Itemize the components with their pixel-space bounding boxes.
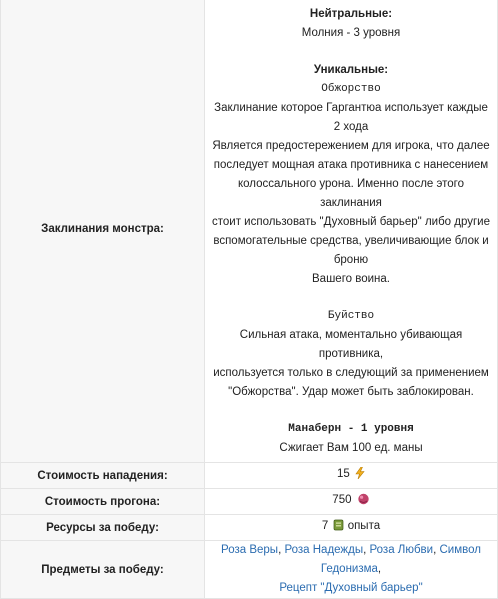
spells-label: Заклинания монстра: [1, 0, 205, 463]
run-cost-number: 750 [332, 494, 352, 506]
items-value: Роза Веры, Роза Надежды, Роза Любви, Символ Гедонизма, Рецепт "Духовный барьер" [205, 541, 498, 599]
spell-name-gluttony: Обжорство [321, 83, 381, 95]
desc-line: колоссального урона. Именно после этого заклинания [238, 178, 464, 209]
attack-cost-value [205, 463, 498, 489]
items-label: Предметы за победу: [1, 541, 205, 599]
resources-number: 7 [321, 520, 329, 532]
resources-value [205, 515, 498, 541]
desc-line: используется только в следующий за применением [213, 367, 489, 379]
spells-row [1, 0, 498, 463]
run-cost-value [205, 489, 498, 515]
lightning-icon [355, 467, 365, 486]
crystal-icon [357, 492, 370, 512]
items-row [1, 541, 498, 599]
desc-line: "Обжорства". Удар может быть заблокирован. [228, 386, 474, 398]
run-cost-row [1, 489, 498, 515]
desc-line: Сильная атака, моментально убивающая противника, [239, 329, 463, 360]
desc-line: Вашего воина. [312, 273, 390, 285]
spell-name-manaburn: Манаберн - 1 уровня [288, 423, 414, 435]
resources-unit: опыта [347, 520, 381, 532]
attack-cost-label: Стоимость нападения: [1, 463, 205, 489]
resources-row [1, 515, 498, 541]
item-link-rose-love[interactable]: Роза Любви [369, 544, 434, 556]
run-cost-label: Стоимость прогона: [1, 489, 205, 515]
spell-desc-rampage [211, 326, 491, 402]
spell-desc-gluttony [211, 99, 491, 289]
attack-cost-row [1, 463, 498, 489]
spells-value [205, 0, 498, 463]
desc-line: вспомогательные средства, увеличивающие блок и броню [213, 235, 489, 266]
desc-line: Является предостережением для игрока, что далее [212, 140, 490, 152]
neutral-spells-title: Нейтральные: [309, 8, 393, 20]
spell-name-rampage: Буйство [327, 310, 375, 322]
item-link-recipe-spirit-barrier[interactable]: Рецепт "Духовный барьер" [279, 582, 423, 594]
neutral-spell-lightning: Молния - 3 уровня [301, 27, 401, 39]
desc-line: стоит использовать "Духовный барьер" либо другие [212, 216, 490, 228]
experience-icon [333, 519, 344, 538]
attack-cost-number: 15 [337, 468, 350, 480]
desc-line: Заклинание которое Гаргантюа использует каждые 2 хода [214, 102, 488, 133]
item-link-rose-hope[interactable]: Роза Надежды [284, 544, 364, 556]
resources-label: Ресурсы за победу: [1, 515, 205, 541]
spell-desc-manaburn: Сжигает Вам 100 ед. маны [279, 442, 423, 454]
desc-line: последует мощная атака противника с нанесением [213, 159, 489, 171]
item-link-hedonism-symbol[interactable]: Символ Гедонизма [320, 544, 481, 575]
unique-spells-title: Уникальные: [313, 64, 389, 76]
item-link-rose-faith[interactable]: Роза Веры [221, 544, 279, 556]
